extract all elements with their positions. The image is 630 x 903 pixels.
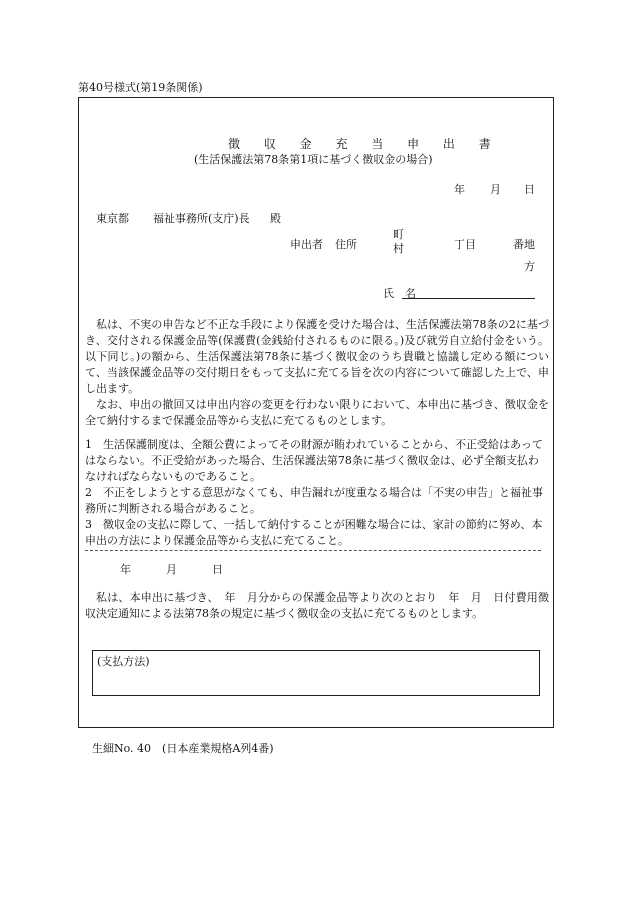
note-item-1: 1 生活保護制度は、全額公費によってその財源が賄われていることから、不正受給はあってはならない。不正受給があった場合、生活保護法第78条に基づく徴収金は、必ず全額支払わなければならないものであること。 [85,438,543,483]
form-title: 徴 収 金 充 当 申 出 書 [228,137,501,151]
date-month-label: 月 [490,183,501,196]
body-paragraph-1: 私は、不実の申告など不正な手段により保護を受けた場合は、生活保護法第78条の2に基づき、交付される保護金品等(保護費(金銭給付されるものに限る。)及び就労自立給付金をいう。以下同じ。)の額から、生活保護法第78条に基づく徴収金のうち貴職と協議し定める額について、当該保護金品等の交付期日をもって支払に充てる旨を次の内容について確認した上で、申し出ます。 [85,318,549,395]
dashed-separator [85,550,541,551]
name-line [402,298,535,299]
body-paragraph-2: なお、申出の撤回又は申出内容の変更を行わない限りにおいて、本申出に基づき、徴収金を全て納付するまで保護金品等から支払に充てるものとします。 [85,398,549,427]
address-label: 住所 [335,238,357,251]
note-item-2: 2 不正をしようとする意思がなくても、申告漏れが度重なる場合は「不実の申告」と福祉事務所に判断される場合があること。 [85,486,543,515]
mura-label: 村 [393,242,404,255]
chome-label: 丁目 [454,238,476,251]
addressee-office: 福祉事務所(支庁)長 [153,212,250,225]
addressee-prefecture: 東京都 [96,212,129,225]
name-label: 氏 名 [383,287,416,300]
applicant-label: 申出者 [290,238,323,251]
decision-day-label: 日 [212,563,223,576]
date-year-label: 年 [454,183,465,196]
footer-note: 生細No. 40 (日本産業規格A列4番) [92,742,274,755]
addressee-honorific: 殿 [270,212,281,225]
date-day-label: 日 [524,183,535,196]
decision-year-label: 年 [120,563,131,576]
banchi-label: 番地 [513,238,535,251]
decision-text: 私は、本申出に基づき、 年 月分からの保護金品等より次のとおり 年 月 日付費用徴収決定通知による法第78条の規定に基づく徴収金の支払に充てるものとします。 [85,591,549,620]
form-number: 第40号様式(第19条関係) [78,81,203,94]
payment-method-box[interactable] [92,650,540,696]
machi-label: 町 [393,228,404,241]
decision-month-label: 月 [166,563,177,576]
note-item-3: 3 徴収金の支払に際して、一括して納付することが困難な場合には、家計の節約に努め、本申出の方法により保護金品等から支払に充てること。 [85,518,543,547]
kata-label: 方 [524,260,535,273]
form-subtitle: (生活保護法第78条第1項に基づく徴収金の場合) [194,153,433,166]
payment-method-label: (支払方法) [97,655,150,668]
